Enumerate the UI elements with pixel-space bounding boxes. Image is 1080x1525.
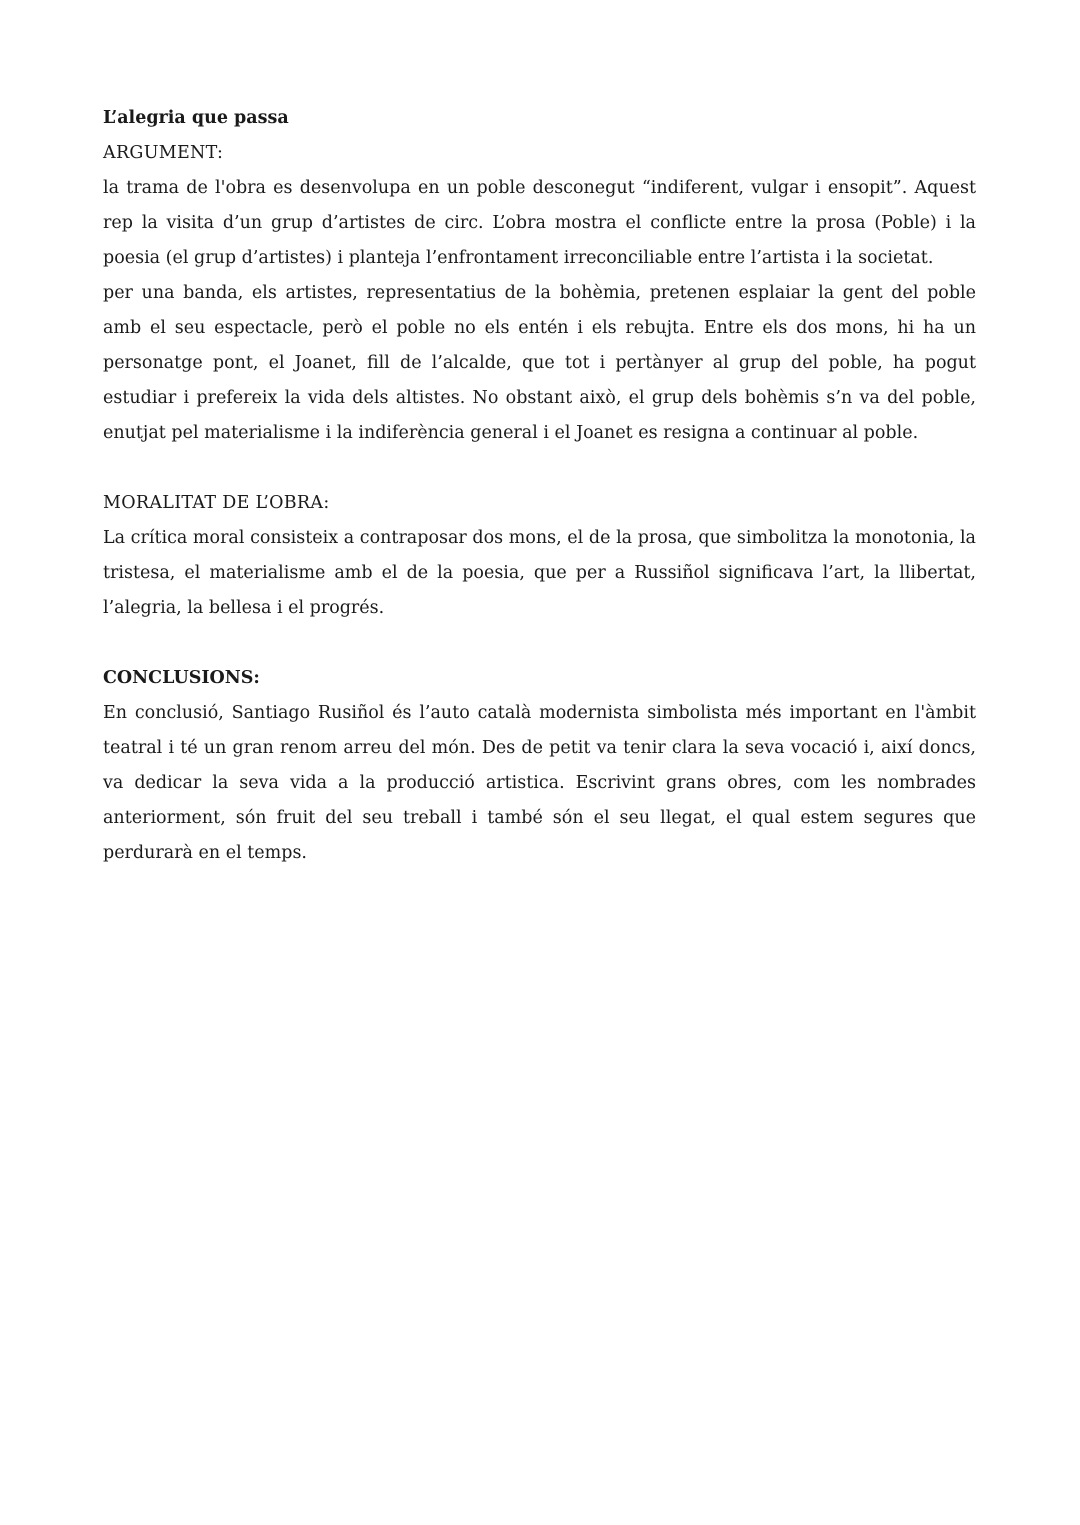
document-page bbox=[103, 101, 976, 871]
document-title: L’alegria que passa bbox=[103, 108, 289, 128]
morality-paragraph: La crítica moral consisteix a contraposar dos mons, el de la prosa, que simbolitza la monotonia, la tristesa, el materialisme amb el de la poesia, que per a Russiñol significava l’art, la llibertat, l’alegria, la bellesa i el progrés. bbox=[103, 528, 976, 618]
morality-heading: MORALITAT DE L’OBRA: bbox=[103, 493, 330, 513]
section-spacer bbox=[103, 451, 976, 486]
conclusions-heading: CONCLUSIONS: bbox=[103, 668, 260, 688]
argument-paragraph-1: la trama de l'obra es desenvolupa en un poble desconegut “indiferent, vulgar i ensopit”. Aquest rep la visita d’un grup d’artistes de circ. L’obra mostra el conflicte entre la prosa (Poble) i la poesia (el grup d’artistes) i planteja l’enfrontament irreconciliable entre l’artista i la societat. bbox=[103, 178, 976, 268]
argument-paragraph-2: per una banda, els artistes, representatius de la bohèmia, pretenen esplaiar la gent del poble amb el seu espectacle, però el poble no els entén i els rebujta. Entre els dos mons, hi ha un personatge pont, el Joanet, fill de l’alcalde, que tot i pertànyer al grup del poble, ha pogut estudiar i prefereix la vida dels altistes. No obstant això, el grup dels bohèmis s’n va del poble, enutjat pel materialisme i la indiferència general i el Joanet es resigna a continuar al poble. bbox=[103, 283, 976, 443]
argument-heading: ARGUMENT: bbox=[103, 143, 224, 163]
conclusions-paragraph: En conclusió, Santiago Rusiñol és l’auto català modernista simbolista més important en l'àmbit teatral i té un gran renom arreu del món. Des de petit va tenir clara la seva vocació i, així doncs, va dedicar la seva vida a la producció artistica. Escrivint grans obres, com les nombrades anteriorment, són fruit del seu treball i també són el seu llegat, el qual estem segures que perdurarà en el temps. bbox=[103, 703, 976, 863]
section-spacer bbox=[103, 626, 976, 661]
